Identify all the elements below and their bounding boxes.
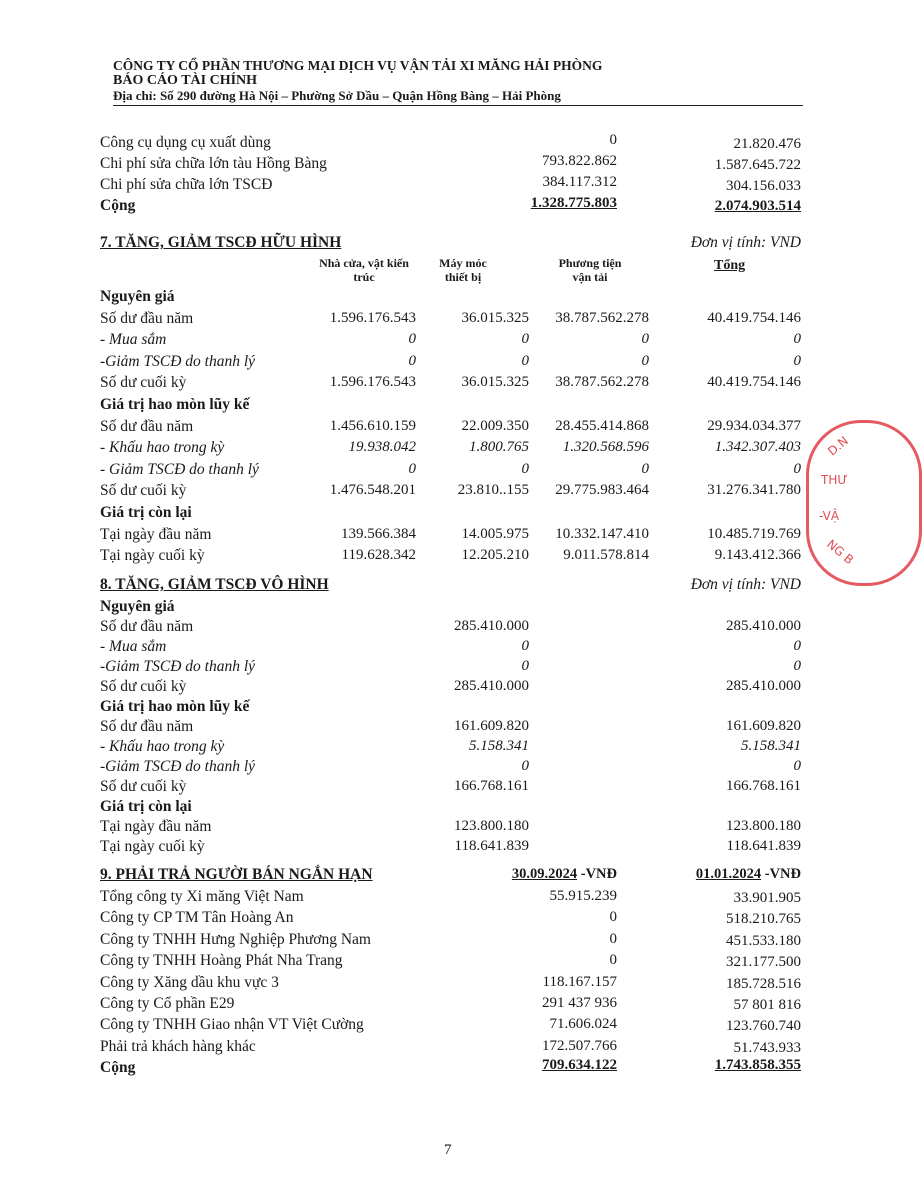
company-name: CÔNG TY CỔ PHẦN THƯƠNG MẠI DỊCH VỤ VẬN TẢI XI MĂNG HẢI PHÒNG — [113, 58, 603, 73]
col-header-buildings: Nhà cửa, vật kiến trúc — [319, 256, 409, 284]
section-9-col1-date: 30.09.2024 — [511, 866, 578, 882]
cost-total-current: 1.328.775.803 — [530, 195, 617, 211]
supplier-value-current: 55.915.239 — [549, 888, 617, 904]
tangible-cell: 23.810..155 — [457, 482, 529, 498]
cost-row-value-current: 0 — [609, 132, 617, 148]
tangible-cell: 31.276.341.780 — [707, 482, 801, 498]
section-9-col1-header — [512, 866, 617, 883]
cost-row-label: Công cụ dụng cụ xuất dùng — [100, 134, 271, 151]
intangible-cell-current: 5.158.341 — [469, 738, 529, 754]
tangible-cell: 14.005.975 — [461, 526, 529, 542]
intangible-cell-total: 285.410.000 — [726, 618, 801, 634]
cost-row-value-prior: 304.156.033 — [726, 178, 801, 194]
col-header-total: Tổng — [714, 258, 746, 273]
intangible-row-label: Số dư đầu năm — [100, 718, 194, 735]
intangible-cell-current: 0 — [521, 758, 529, 774]
intangible-row-label: Số dư cuối kỳ — [100, 678, 187, 695]
supplier-total-label: Cộng — [100, 1059, 136, 1076]
supplier-row-label: Công ty TNHH Giao nhận VT Việt Cường — [100, 1016, 364, 1033]
intangible-cell-total: 5.158.341 — [741, 738, 801, 754]
intangible-row-label: Số dư đầu năm — [100, 618, 194, 635]
intangible-cell-total: 118.641.839 — [726, 838, 801, 854]
intangible-cell-total: 0 — [793, 638, 801, 654]
supplier-value-prior: 451.533.180 — [726, 933, 801, 949]
intangible-row-label: - Khấu hao trong kỳ — [100, 738, 225, 755]
intangible-cell-current: 161.609.820 — [454, 718, 529, 734]
intangible-cell-current: 123.800.180 — [454, 818, 529, 834]
supplier-value-prior: 321.177.500 — [726, 954, 801, 970]
intangible-cell-total: 166.768.161 — [726, 778, 801, 794]
tangible-cell: 0 — [521, 331, 529, 347]
supplier-value-current: 0 — [609, 909, 617, 925]
tangible-cell: 0 — [521, 461, 529, 477]
intangible-cell-total: 123.800.180 — [726, 818, 801, 834]
tangible-cell: 0 — [641, 353, 649, 369]
tangible-cell: 9.011.578.814 — [563, 547, 649, 563]
intangible-cell-current: 118.641.839 — [454, 838, 529, 854]
tangible-cell: 139.566.384 — [341, 526, 416, 542]
tangible-row-label: Số dư đầu năm — [100, 310, 194, 327]
cost-total-prior: 2.074.903.514 — [714, 198, 801, 214]
section-9-title-text: 9. PHẢI TRẢ NGƯỜI BÁN NGẮN HẠN — [100, 866, 373, 883]
tangible-row-label: -Giảm TSCĐ do thanh lý — [100, 353, 255, 370]
tangible-cell: 19.938.042 — [348, 439, 416, 455]
tangible-row-label: Số dư cuối kỳ — [100, 374, 187, 391]
intangible-row-label: Giá trị hao mòn lũy kế — [100, 698, 250, 715]
tangible-cell: 0 — [408, 331, 416, 347]
supplier-value-prior: 518.210.765 — [726, 911, 801, 927]
tangible-cell: 40.419.754.146 — [707, 374, 801, 390]
tangible-cell: 1.320.568.596 — [562, 439, 649, 455]
intangible-row-label: Giá trị còn lại — [100, 798, 192, 815]
supplier-value-current: 71.606.024 — [549, 1016, 617, 1032]
report-title: BÁO CÁO TÀI CHÍNH — [113, 73, 258, 88]
col-header-vehicles: Phương tiện vận tải — [558, 256, 622, 284]
intangible-cell-current: 285.410.000 — [454, 678, 529, 694]
tangible-row-label: Giá trị hao mòn lũy kế — [100, 396, 250, 413]
tangible-row-label: Nguyên giá — [100, 288, 175, 305]
supplier-value-current: 291 437 936 — [542, 995, 617, 1011]
tangible-cell: 29.934.034.377 — [707, 418, 801, 434]
intangible-cell-current: 0 — [521, 638, 529, 654]
section-7-title — [100, 234, 341, 252]
section-9-title — [100, 866, 373, 884]
supplier-row-label: Công ty TNHH Hoàng Phát Nha Trang — [100, 952, 343, 969]
tangible-cell: 10.332.147.410 — [555, 526, 649, 542]
tangible-cell: 36.015.325 — [461, 310, 529, 326]
supplier-value-prior: 185.728.516 — [726, 976, 801, 992]
tangible-cell: 1.596.176.543 — [329, 310, 416, 326]
page-number: 7 — [444, 1142, 452, 1158]
supplier-row-label: Công ty Xăng dầu khu vực 3 — [100, 974, 279, 991]
tangible-cell: 36.015.325 — [461, 374, 529, 390]
section-8-title — [100, 576, 329, 594]
company-seal: D.N THƯ -VẬ NG B — [806, 420, 922, 586]
section-7-unit: Đơn vị tính: VND — [690, 234, 801, 251]
company-address: Địa chỉ: Số 290 đường Hà Nội – Phường Sở Dầu – Quận Hồng Bàng – Hải Phòng — [113, 88, 561, 103]
intangible-row-label: -Giảm TSCĐ do thanh lý — [100, 758, 255, 775]
tangible-cell: 28.455.414.868 — [555, 418, 649, 434]
tangible-cell: 0 — [521, 353, 529, 369]
cost-row-label: Chi phí sửa chữa lớn TSCĐ — [100, 176, 273, 193]
intangible-cell-current: 285.410.000 — [454, 618, 529, 634]
supplier-value-current: 118.167.157 — [542, 974, 617, 990]
intangible-row-label: Tại ngày cuối kỳ — [100, 838, 205, 855]
tangible-row-label: Giá trị còn lại — [100, 504, 192, 521]
supplier-value-current: 172.507.766 — [542, 1038, 617, 1054]
tangible-cell: 12.205.210 — [461, 547, 529, 563]
intangible-cell-current: 166.768.161 — [454, 778, 529, 794]
tangible-cell: 40.419.754.146 — [707, 310, 801, 326]
section-9-col2-date: 01.01.2024 — [695, 866, 762, 882]
tangible-cell: 0 — [408, 353, 416, 369]
tangible-cell: 0 — [408, 461, 416, 477]
intangible-row-label: Số dư cuối kỳ — [100, 778, 187, 795]
tangible-cell: 1.342.307.403 — [714, 439, 801, 455]
tangible-cell: 0 — [793, 331, 801, 347]
tangible-cell: 10.485.719.769 — [707, 526, 801, 542]
document-header — [113, 58, 803, 106]
cost-total-label: Cộng — [100, 197, 136, 214]
tangible-row-label: Số dư cuối kỳ — [100, 482, 187, 499]
tangible-row-label: - Mua sắm — [100, 331, 167, 348]
supplier-value-prior: 51.743.933 — [733, 1040, 801, 1056]
section-9-col1-unit: -VNĐ — [577, 866, 617, 882]
tangible-cell: 0 — [641, 461, 649, 477]
supplier-row-label: Công ty CP TM Tân Hoàng An — [100, 909, 294, 926]
tangible-row-label: Tại ngày cuối kỳ — [100, 547, 205, 564]
tangible-cell: 0 — [793, 461, 801, 477]
intangible-cell-total: 0 — [793, 658, 801, 674]
tangible-cell: 0 — [793, 353, 801, 369]
supplier-row-label: Phải trả khách hàng khác — [100, 1038, 256, 1055]
section-7-title-text: 7. TĂNG, GIẢM TSCĐ HỮU HÌNH — [100, 234, 342, 251]
supplier-total-current: 709.634.122 — [542, 1057, 617, 1073]
tangible-cell: 1.456.610.159 — [329, 418, 416, 434]
supplier-total-prior: 1.743.858.355 — [714, 1057, 801, 1073]
tangible-cell: 119.628.342 — [341, 547, 416, 563]
intangible-cell-current: 0 — [521, 658, 529, 674]
tangible-cell: 0 — [641, 331, 649, 347]
supplier-row-label: Tổng công ty Xi măng Việt Nam — [100, 888, 304, 905]
intangible-row-label: - Mua sắm — [100, 638, 167, 655]
cost-row-value-prior: 1.587.645.722 — [714, 157, 801, 173]
supplier-value-current: 0 — [609, 931, 617, 947]
supplier-value-prior: 33.901.905 — [733, 890, 801, 906]
section-9-col2-unit: -VNĐ — [761, 866, 801, 882]
cost-row-value-current: 793.822.862 — [542, 153, 617, 169]
tangible-cell: 38.787.562.278 — [555, 310, 649, 326]
cost-row-value-current: 384.117.312 — [542, 174, 617, 190]
tangible-cell: 9.143.412.366 — [714, 547, 801, 563]
supplier-value-current: 0 — [609, 952, 617, 968]
intangible-row-label: Nguyên giá — [100, 598, 175, 615]
tangible-row-label: - Khấu hao trong kỳ — [100, 439, 225, 456]
intangible-row-label: -Giảm TSCĐ do thanh lý — [100, 658, 255, 675]
cost-row-label: Chi phí sửa chữa lớn tàu Hồng Bàng — [100, 155, 327, 172]
supplier-row-label: Công ty TNHH Hưng Nghiệp Phương Nam — [100, 931, 371, 948]
tangible-cell: 38.787.562.278 — [555, 374, 649, 390]
intangible-cell-total: 161.609.820 — [726, 718, 801, 734]
section-9-col2-header — [696, 866, 801, 883]
tangible-cell: 1.476.548.201 — [329, 482, 416, 498]
intangible-row-label: Tại ngày đầu năm — [100, 818, 212, 835]
tangible-cell: 22.009.350 — [461, 418, 529, 434]
tangible-cell: 1.596.176.543 — [329, 374, 416, 390]
tangible-cell: 29.775.983.464 — [555, 482, 649, 498]
tangible-row-label: Số dư đầu năm — [100, 418, 194, 435]
section-8-unit: Đơn vị tính: VND — [690, 576, 801, 593]
tangible-row-label: - Giảm TSCĐ do thanh lý — [100, 461, 259, 478]
supplier-value-prior: 57 801 816 — [733, 997, 801, 1013]
tangible-row-label: Tại ngày đầu năm — [100, 526, 212, 543]
intangible-cell-total: 285.410.000 — [726, 678, 801, 694]
col-header-machinery: Máy móc thiết bị — [439, 256, 487, 284]
cost-row-value-prior: 21.820.476 — [733, 136, 801, 152]
tangible-cell: 1.800.765 — [469, 439, 529, 455]
section-8-title-text: 8. TĂNG, GIẢM TSCĐ VÔ HÌNH — [100, 576, 329, 593]
supplier-row-label: Công ty Cổ phần E29 — [100, 995, 235, 1012]
intangible-cell-total: 0 — [793, 758, 801, 774]
supplier-value-prior: 123.760.740 — [726, 1018, 801, 1034]
